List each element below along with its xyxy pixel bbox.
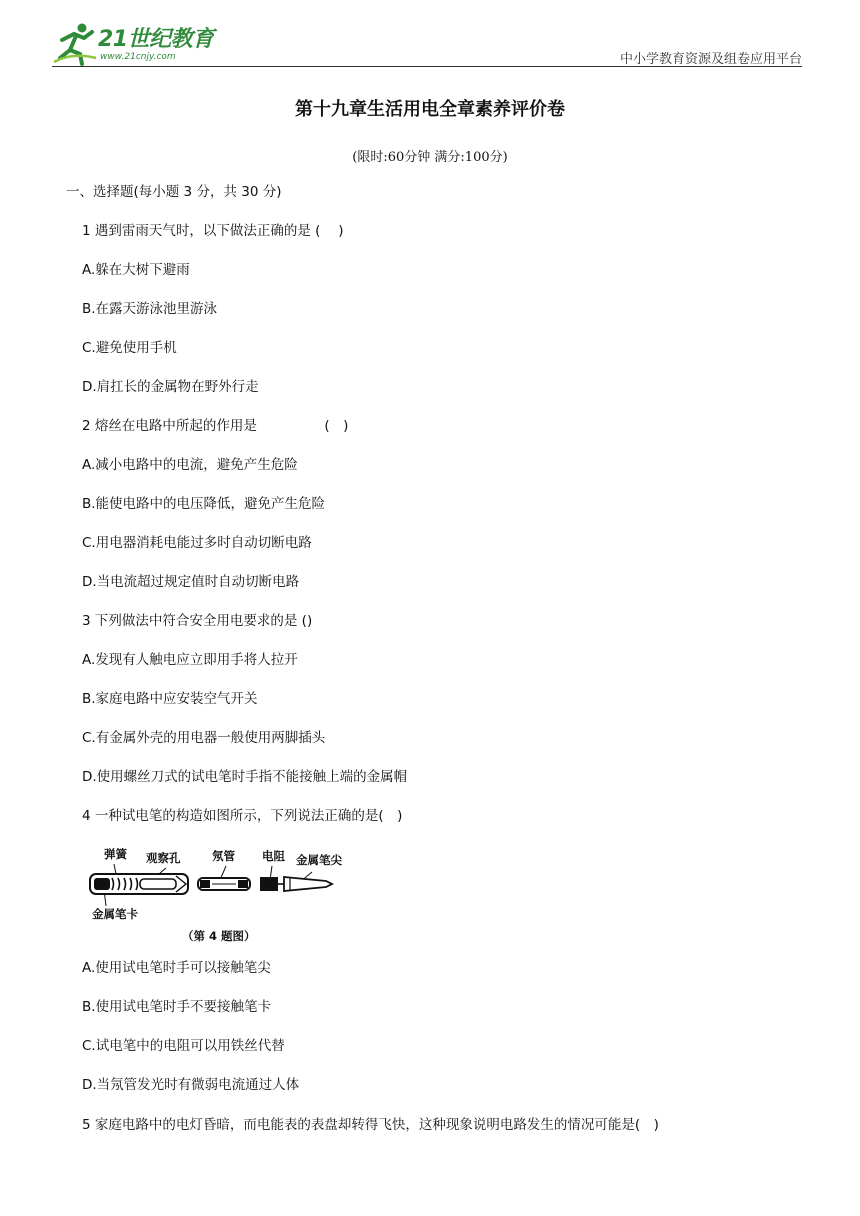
logo-url: www.21cnjy.com — [100, 52, 176, 62]
question-3-stem: 3 下列做法中符合安全用电要求的是 () — [82, 613, 313, 629]
question-2-option-a: A.减小电路中的电流，避免产生危险 — [82, 457, 298, 473]
question-1-stem: 1 遇到雷雨天气时，以下做法正确的是 ( ) — [82, 223, 344, 239]
question-2-option-c: C.用电器消耗电能过多时自动切断电路 — [82, 535, 312, 551]
question-3-option-c: C.有金属外壳的用电器一般使用两脚插头 — [82, 730, 326, 746]
runner-logo-icon — [52, 22, 98, 66]
label-tip: 金属笔尖 — [296, 853, 342, 867]
label-neon: 氖管 — [212, 849, 235, 863]
logo-text: 21世纪教育 — [98, 27, 214, 52]
page-header — [0, 0, 860, 72]
figure-caption: （第 4 题图） — [182, 929, 256, 943]
label-spring: 弹簧 — [104, 847, 127, 861]
question-1-option-c: C.避免使用手机 — [82, 340, 177, 356]
question-3-option-a: A.发现有人触电应立即用手将人拉开 — [82, 652, 298, 668]
question-3-option-d: D.使用螺丝刀式的试电笔时手指不能接触上端的金属帽 — [82, 769, 408, 785]
question-2-stem: 2 熔丝在电路中所起的作用是 ( ) — [82, 418, 349, 434]
question-4-stem: 4 一种试电笔的构造如图所示，下列说法正确的是( ) — [82, 808, 403, 824]
question-1-option-b: B.在露天游泳池里游泳 — [82, 301, 218, 317]
header-divider — [52, 66, 802, 67]
question-1-option-d: D.肩扛长的金属物在野外行走 — [82, 379, 259, 395]
test-pen-diagram — [86, 860, 356, 924]
question-4-option-a: A.使用试电笔时手可以接触笔尖 — [82, 960, 271, 976]
question-4-option-c: C.试电笔中的电阻可以用铁丝代替 — [82, 1038, 285, 1054]
question-1-option-a: A.躲在大树下避雨 — [82, 262, 190, 278]
question-2-option-b: B.能使电路中的电压降低，避免产生危险 — [82, 496, 326, 512]
label-window: 观察孔 — [146, 851, 181, 865]
label-clip: 金属笔卡 — [92, 907, 138, 921]
logo — [52, 22, 222, 68]
page-title: 第十九章生活用电全章素养评价卷 — [295, 99, 565, 120]
platform-name: 中小学教育资源及组卷应用平台 — [619, 52, 802, 67]
label-resistor: 电阻 — [262, 849, 285, 863]
section-heading: 一、选择题(每小题 3 分，共 30 分) — [66, 184, 282, 200]
question-3-option-b: B.家庭电路中应安装空气开关 — [82, 691, 258, 707]
test-pen-figure — [86, 842, 356, 946]
question-5-stem: 5 家庭电路中的电灯昏暗，而电能表的表盘却转得飞快，这种现象说明电路发生的情况可能是( ) — [82, 1117, 659, 1133]
question-4-option-d: D.当氖管发光时有微弱电流通过人体 — [82, 1077, 300, 1093]
exam-info: (限时:60分钟 满分:100分) — [352, 150, 508, 165]
question-2-option-d: D.当电流超过规定值时自动切断电路 — [82, 574, 300, 590]
question-4-option-b: B.使用试电笔时手不要接触笔卡 — [82, 999, 272, 1015]
